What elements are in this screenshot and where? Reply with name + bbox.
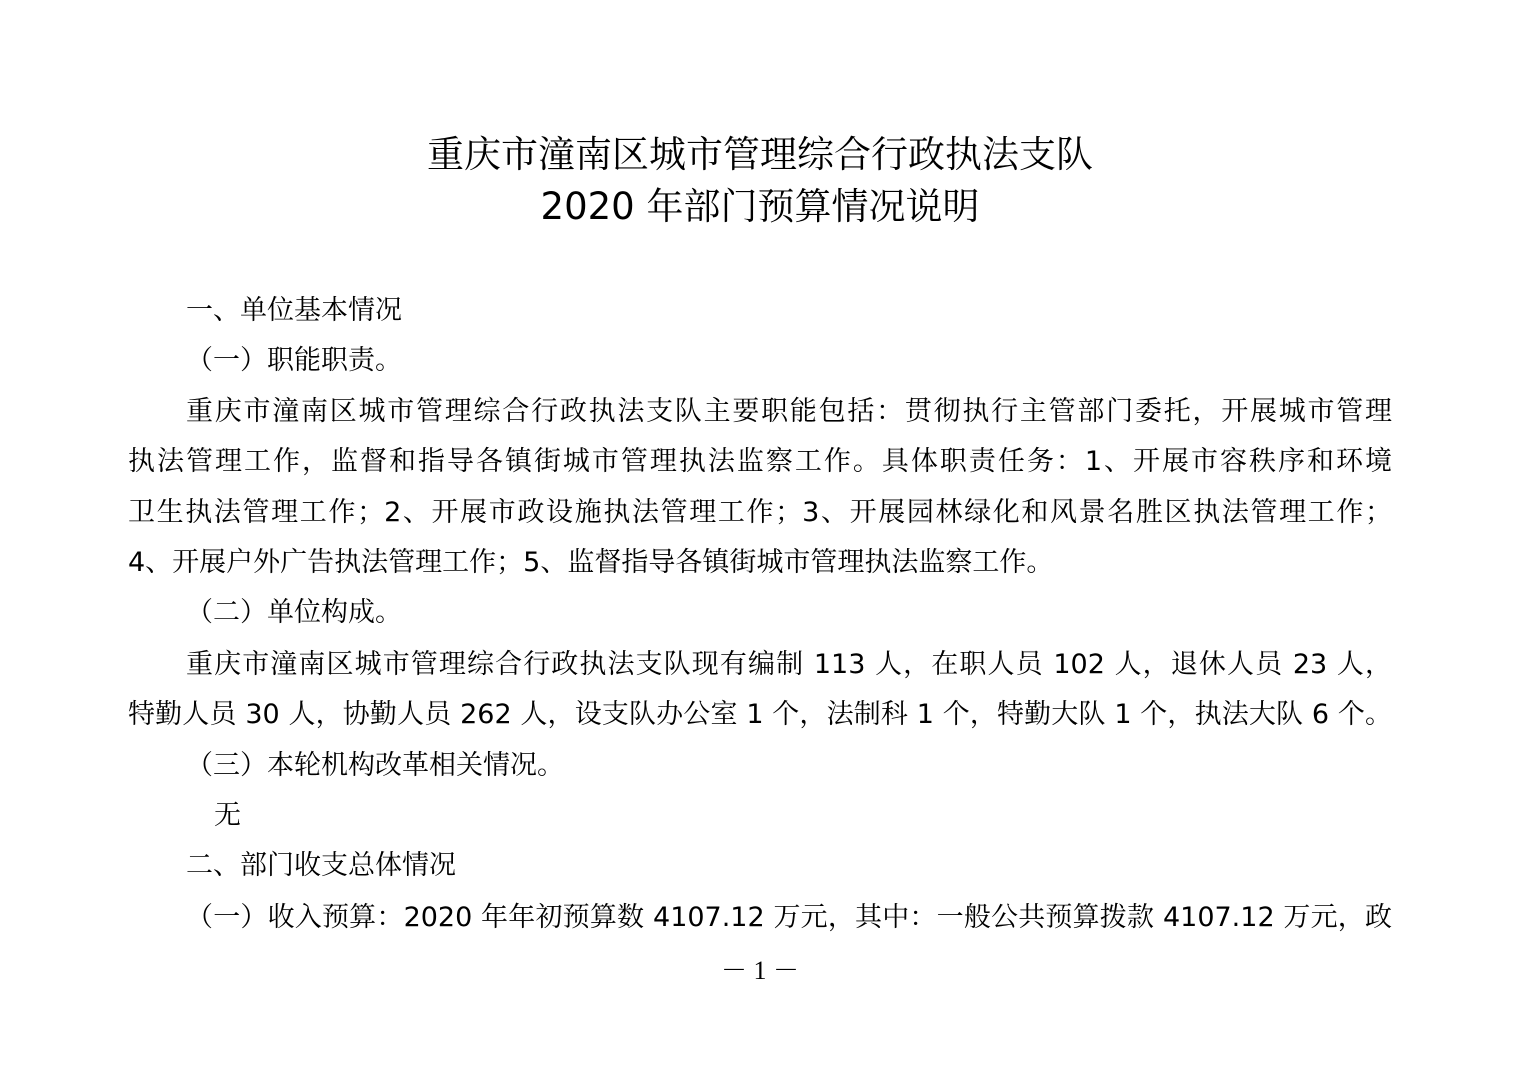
- paragraph-duties-line-4: 4、开展户外广告执法管理工作；5、监督指导各镇街城市管理执法监察工作。: [128, 547, 1054, 578]
- paragraph-income-line-1: （一）收入预算：2020 年年初预算数 4107.12 万元，其中：一般公共预算拨款 4107.12 万元，政: [186, 902, 1392, 933]
- paragraph-duties-line-3: 卫生执法管理工作；2、开展市政设施执法管理工作；3、开展园林绿化和风景名胜区执法管理工作；: [128, 497, 1392, 528]
- document-title-line-2: 2020 年部门预算情况说明: [540, 185, 980, 228]
- subsection-heading-1-3: （三）本轮机构改革相关情况。: [186, 750, 564, 781]
- paragraph-composition-line-2: 特勤人员 30 人，协勤人员 262 人，设支队办公室 1 个，法制科 1 个，特勤大队 1 个，执法大队 6 个。: [128, 699, 1392, 730]
- subsection-heading-1-1: （一）职能职责。: [186, 345, 402, 376]
- subsection-heading-1-2: （二）单位构成。: [186, 597, 402, 628]
- section-heading-2: 二、部门收支总体情况: [186, 850, 456, 881]
- section-heading-1: 一、单位基本情况: [186, 295, 402, 326]
- paragraph-duties-line-1: 重庆市潼南区城市管理综合行政执法支队主要职能包括：贯彻执行主管部门委托，开展城市管理: [186, 396, 1392, 427]
- document-title-line-1: 重庆市潼南区城市管理综合行政执法支队: [427, 133, 1093, 176]
- paragraph-composition-line-1: 重庆市潼南区城市管理综合行政执法支队现有编制 113 人，在职人员 102 人，退休人员 23 人，: [186, 649, 1392, 680]
- paragraph-duties-line-2: 执法管理工作，监督和指导各镇街城市管理执法监察工作。具体职责任务：1、开展市容秩序和环境: [128, 446, 1392, 477]
- paragraph-reform-none: 无: [214, 800, 241, 831]
- page-number: － 1 －: [720, 956, 799, 985]
